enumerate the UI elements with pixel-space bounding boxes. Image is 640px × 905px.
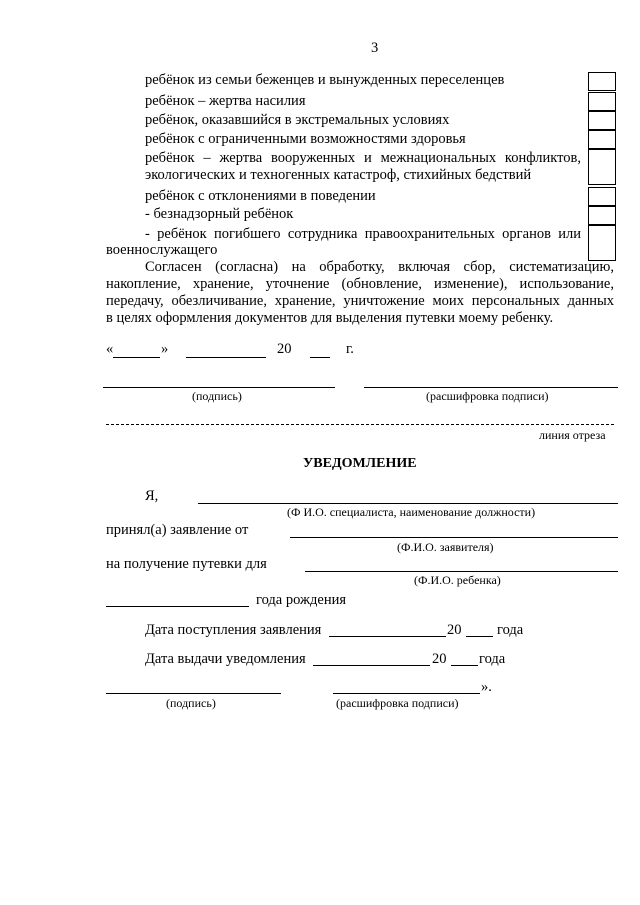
cut-line — [106, 424, 614, 425]
checkbox-disability[interactable] — [588, 130, 616, 149]
notice-i-label: Я, — [145, 488, 159, 504]
issued-date-field[interactable] — [313, 665, 430, 666]
date-open-quote: « — [106, 341, 114, 357]
issued-label: Дата выдачи уведомления — [145, 651, 306, 667]
notice-signature-field[interactable] — [106, 693, 281, 694]
notice-closing-mark: ». — [481, 679, 492, 695]
date-year-field[interactable] — [310, 357, 330, 358]
issued-year-field[interactable] — [451, 665, 478, 666]
signature-caption: (подпись) — [192, 389, 242, 403]
checklist-item-homeless: - безнадзорный ребёнок — [145, 206, 294, 222]
checklist-item-refugee: ребёнок из семьи беженцев и вынужденных переселенцев — [145, 72, 505, 88]
checkbox-violence[interactable] — [588, 92, 616, 111]
checklist-item-disability: ребёнок с ограниченными возможностями здоровья — [145, 131, 466, 147]
checklist-item-violence: ребёнок – жертва насилия — [145, 93, 306, 109]
signature-field[interactable] — [103, 387, 335, 388]
consent-line-3: передачу, обезличивание, хранение, уничтожение моих персональных данных — [106, 293, 614, 309]
checkbox-refugee[interactable] — [588, 72, 616, 91]
issued-year-word: года — [479, 651, 506, 667]
checkbox-behavior[interactable] — [588, 187, 616, 206]
birth-year-label: года рождения — [256, 592, 347, 608]
checklist-item-extreme: ребёнок, оказавшийся в экстремальных условиях — [145, 112, 450, 128]
checklist-item-officer-cont: военнослужащего — [106, 242, 218, 258]
received-year-field[interactable] — [466, 636, 493, 637]
received-year-word: года — [497, 622, 524, 638]
applicant-field[interactable] — [290, 537, 618, 538]
checkbox-conflict[interactable] — [588, 149, 616, 185]
birth-year-field[interactable] — [106, 606, 249, 607]
consent-line-4: в целях оформления документов для выделения путевки моему ребенку. — [106, 310, 554, 326]
checkbox-homeless[interactable] — [588, 206, 616, 225]
page-number: 3 — [371, 40, 379, 56]
child-caption: (Ф.И.О. ребенка) — [414, 573, 501, 587]
accepted-label: принял(а) заявление от — [106, 522, 249, 538]
notice-signature-decode-field[interactable] — [333, 693, 480, 694]
received-label: Дата поступления заявления — [145, 622, 322, 638]
consent-line-1: Согласен (согласна) на обработку, включая сбор, систематизацию, — [145, 259, 614, 275]
received-year-prefix: 20 — [447, 622, 462, 638]
specialist-field[interactable] — [198, 503, 618, 504]
signature-decode-field[interactable] — [364, 387, 618, 388]
specialist-caption: (Ф И.О. специалиста, наименование должности) — [287, 505, 536, 519]
notice-signature-decode-caption: (расшифровка подписи) — [336, 696, 459, 710]
checklist-item-conflict-cont: экологических и техногенных катастроф, стихийных бедствий — [145, 167, 532, 183]
received-date-field[interactable] — [329, 636, 446, 637]
date-year-suffix: г. — [346, 341, 354, 357]
date-day-field[interactable] — [113, 357, 160, 358]
consent-line-2: накопление, хранение, уточнение (обновление, изменение), использование, — [106, 276, 614, 292]
date-close-quote: » — [161, 341, 169, 357]
signature-decode-caption: (расшифровка подписи) — [426, 389, 549, 403]
checklist-item-behavior: ребёнок с отклонениями в поведении — [145, 188, 376, 204]
notice-title: УВЕДОМЛЕНИЕ — [303, 456, 417, 471]
date-month-field[interactable] — [186, 357, 266, 358]
checklist-item-officer: - ребёнок погибшего сотрудника правоохранительных органов или — [145, 226, 581, 242]
child-field[interactable] — [305, 571, 618, 572]
date-year-prefix: 20 — [277, 341, 292, 357]
notice-signature-caption: (подпись) — [166, 696, 216, 710]
cut-line-label: линия отреза — [539, 428, 606, 442]
issued-year-prefix: 20 — [432, 651, 447, 667]
checkbox-officer[interactable] — [588, 225, 616, 261]
applicant-caption: (Ф.И.О. заявителя) — [397, 540, 494, 554]
for-voucher-label: на получение путевки для — [106, 556, 267, 572]
checklist-item-conflict: ребёнок – жертва вооруженных и межнациональных конфликтов, — [145, 150, 581, 166]
checkbox-extreme[interactable] — [588, 111, 616, 130]
